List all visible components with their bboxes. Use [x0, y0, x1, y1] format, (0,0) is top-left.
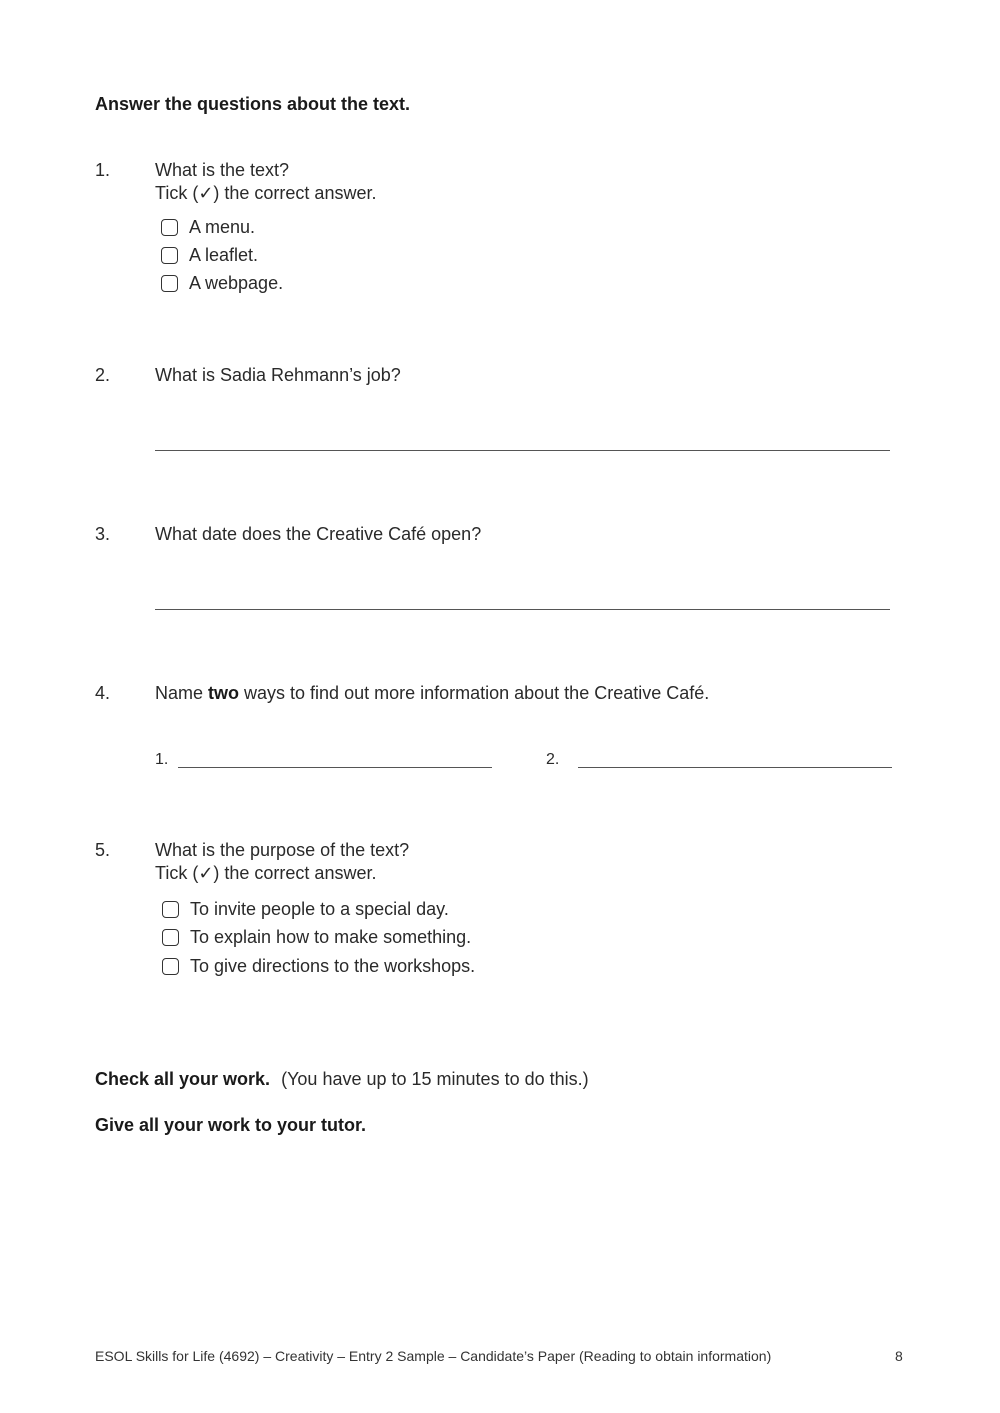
option-label: A menu. [189, 217, 256, 237]
question-1-text: What is the text? [155, 160, 290, 180]
question-1-instruction: Tick (✓) the correct answer. [155, 183, 377, 203]
q1-option-menu[interactable] [161, 217, 255, 238]
check-work-bold: Check all your work. [95, 1069, 271, 1089]
question-3-number: 3. [95, 524, 111, 544]
answer-line-q4-2[interactable] [578, 767, 892, 768]
page-title: Answer the questions about the text. [95, 94, 411, 114]
answer-line-q3[interactable] [155, 609, 890, 610]
question-4-text [155, 682, 709, 705]
checkbox[interactable] [161, 275, 178, 292]
question-5-number: 5. [95, 840, 111, 860]
footer-text: ESOL Skills for Life (4692) – Creativity – Entry 2 Sample – Candidate’s Paper (Reading to obtain information) [95, 1348, 772, 1364]
q5-option-invite[interactable] [162, 899, 449, 920]
question-1-number: 1. [95, 160, 111, 180]
question-2-number: 2. [95, 365, 111, 385]
option-label: To invite people to a special day. [190, 899, 449, 919]
option-label: To give directions to the workshops. [190, 956, 476, 976]
checkbox[interactable] [162, 958, 179, 975]
question-4-number: 4. [95, 683, 111, 703]
check-work-line [95, 1069, 589, 1090]
q5-option-explain[interactable] [162, 927, 471, 948]
option-label: A webpage. [189, 273, 284, 293]
q4-text-before: Name [155, 683, 209, 703]
question-3-text: What date does the Creative Café open? [155, 524, 482, 544]
page-number: 8 [895, 1348, 903, 1364]
question-2-text: What is Sadia Rehmann’s job? [155, 365, 401, 385]
q5-option-directions[interactable] [162, 956, 475, 977]
q4-text-after: ways to find out more information about the Creative Café. [239, 683, 710, 703]
checkbox[interactable] [161, 247, 178, 264]
option-label: A leaflet. [189, 245, 259, 265]
q4-blank-1-label: 1. [155, 751, 169, 768]
q1-option-leaflet[interactable] [161, 245, 258, 266]
answer-line-q2[interactable] [155, 450, 890, 451]
checkbox[interactable] [162, 901, 179, 918]
q4-text-bold: two [208, 683, 240, 703]
checkbox[interactable] [162, 929, 179, 946]
question-5-text: What is the purpose of the text? [155, 840, 410, 860]
q4-blank-2-label: 2. [546, 751, 560, 768]
q1-option-webpage[interactable] [161, 273, 283, 294]
checkbox[interactable] [161, 219, 178, 236]
answer-line-q4-1[interactable] [178, 767, 492, 768]
question-5-instruction: Tick (✓) the correct answer. [155, 863, 377, 883]
option-label: To explain how to make something. [190, 927, 472, 947]
check-work-note: (You have up to 15 minutes to do this.) [281, 1069, 589, 1089]
give-work-instruction: Give all your work to your tutor. [95, 1115, 367, 1135]
